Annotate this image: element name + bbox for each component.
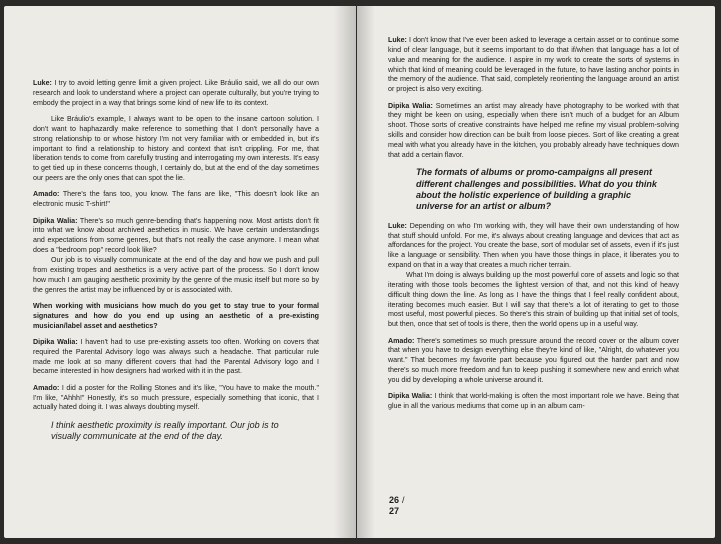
paragraph xyxy=(33,256,319,295)
paragraph-text: What I'm doing is always building up the most powerful core of assets and logic so that iterating with those tools becomes the lightest version of that, and not this kind of heavy difficult thing down the line. As long as I have the things that I feel really confident about, iterating becomes much easier. But I will say that there's a lot of iterating to get to those most useful, most powerful pieces. So there's this strain of building up that initial set of tools, but then, once that set of tools is there, then the world opens up in a useful way. xyxy=(388,270,679,329)
speaker-name: Luke: xyxy=(388,36,407,44)
gutter-shadow xyxy=(334,6,356,538)
paragraph xyxy=(33,217,319,256)
paragraph xyxy=(33,115,319,184)
paragraph-text: Our job is to visually communicate at the end of the day and how we push and pull from existing tropes and aesthetics is a very active part of the process. So I don't know how much I am gauging aesthetic proximity by the genre of the music itself but more so by the genres the artist may be influenced by or is associated with. xyxy=(33,256,319,294)
paragraph-text: There's the fans too, you know. The fans are like, "This doesn't look like an electronic music T-shirt!" xyxy=(33,190,319,209)
paragraph-text: Like Bráulio's example, I always want to be open to the insane cartoon solution. I don't want to haphazardly make reference to something that I don't personally have a strong relationship to or whose history I'm not very familiar with or embedded in, but it's important to find a relationship to history and context that isn't crippling. For me, that liberation tends to come from carefully trusting and interrogating my own interests. It's easy to get tied up in these concerns though, I certainly do, but at the end of the day sometimes our peers are the only ones that can spot the lie. xyxy=(33,115,319,183)
pull-quote: I think aesthetic proximity is really important. Our job is to visually communicate at the end of the day. xyxy=(51,419,279,442)
left-page xyxy=(4,6,356,538)
paragraph xyxy=(33,190,319,210)
left-text-column xyxy=(33,79,319,453)
question-text: When working with musicians how much do you get to stay true to your formal signatures and how do you end up using an aesthetic of a pre-existing musician/label asset and aesthetics? xyxy=(33,301,319,330)
page-number-right: 27 xyxy=(389,506,400,516)
speaker-name: Dipika Walia: xyxy=(388,101,433,110)
paragraph-text: I think that world-making is often the most important role we have. Being that glue in all the various mediums that come up in an album cam- xyxy=(388,392,679,411)
speaker-name: Amado: xyxy=(33,383,60,392)
folio-separator: / xyxy=(402,495,405,505)
speaker-name: Amado: xyxy=(33,190,60,199)
page-number-left: 26 xyxy=(389,495,400,505)
paragraph-text: There's so much genre-bending that's happening now. Most artists don't fit into what we know about archived aesthetics in music. We have certain understandings and expectations from some genres, but that's not really the case anymore. I mean what does a "bedroom pop" record look like? xyxy=(33,216,319,255)
paragraph xyxy=(388,271,679,330)
paragraph-text: Depending on who I'm working with, they will have their own understanding of how that stuff should unfold. For me, it's always about creating language and devices that act as affordances for the project. You create the base, sort of modular set of assets, even if it's just like a language or sensibility. Then when you have those things in place, it liberates you to expand on that in a way that creates a much richer terrain. xyxy=(388,221,679,270)
paragraph-text: I haven't had to use pre-existing assets too often. Working on covers that required the Parental Advisory logo was always such a headache. That particular rule made me look at so many different covers that had the Parental Advisory logo and I became interested in how designers had worked with it in the past. xyxy=(33,337,319,376)
paragraph xyxy=(388,102,679,161)
speaker-name: Amado: xyxy=(388,336,415,345)
paragraph xyxy=(33,338,319,377)
paragraph-text: I did a poster for the Rolling Stones and it's like, "You have to make the mouth." I'm like, "Ahhh!" Honestly, it's so much pressure, especially something that iconic, that I actually hated doing it. I was always doubting myself. xyxy=(33,383,319,412)
speaker-name: Dipika Walia: xyxy=(33,337,78,346)
right-page xyxy=(357,6,715,538)
paragraph xyxy=(33,79,319,109)
interview-question xyxy=(33,302,319,332)
paragraph-text: There's sometimes so much pressure around the record cover or the album cover that when you have to design everything else they're kind of like, "Alright, do whatever you want." That becomes my favorite part because you figured out the harder part and now there's so much more freedom and fun to keep pushing it somewhere new and enrich what you did by developing a whole universe around it. xyxy=(388,336,679,384)
speaker-name: Luke: xyxy=(388,221,407,230)
paragraph xyxy=(388,337,679,386)
paragraph-text: Sometimes an artist may already have photography to be worked with that they might be keen on using, especially when there isn't much of a budget for an Album shoot. Those sorts of creative constraints have helped me refine my visual problem-solving skills and consider how direction can be built from loose pieces. Sort of like creating a great meal with what you already have in the kitchen, you probably already have techniques down that add a certain flavor. xyxy=(388,101,679,159)
page-numbers xyxy=(389,495,405,517)
interview-question: The formats of albums or promo-campaigns all present different challenges and possibilities. What do you think about the holistic experience of building a graphic universe for an artist or album? xyxy=(416,167,657,212)
paragraph-text: I try to avoid letting genre limit a given project. Like Bráulio said, we all do our own research and look to understand where a project can operate culturally, but you're trying to embody the project in a way that brings some kind of new life to its context. xyxy=(33,79,319,107)
right-text-column xyxy=(388,36,679,418)
speaker-name: Dipika Walia: xyxy=(33,216,78,225)
paragraph-text: I don't know that I've ever been asked to leverage a certain asset or to continue some kind of clear language, but it seems important to do that if/when that language has a lot of value and meaning for the audience. I aspire in my work to create the sorts of systems in which that kind of meaning could be leveraged in the future, to have lasting anchor points in the memory of the audience. That said, completely reorienting the language around an artist or project is also very exciting. xyxy=(388,36,679,94)
gutter-shadow xyxy=(357,6,375,538)
paragraph xyxy=(33,384,319,414)
paragraph xyxy=(388,36,679,95)
speaker-name: Dipika Walia: xyxy=(388,392,433,401)
paragraph xyxy=(388,392,679,412)
paragraph xyxy=(388,222,679,271)
speaker-name: Luke: xyxy=(33,79,52,87)
